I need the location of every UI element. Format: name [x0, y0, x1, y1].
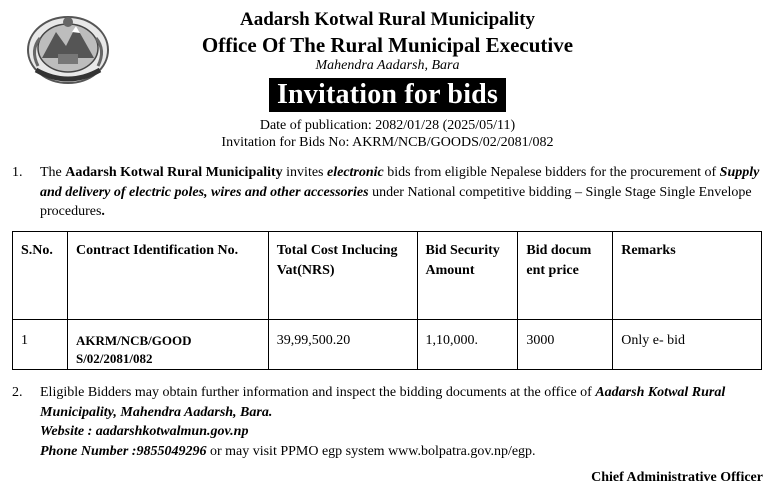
publication-date: Date of publication: 2082/01/28 (2025/05/11): [259, 118, 516, 133]
table-row: [13, 320, 762, 370]
cell-sno: 1: [13, 320, 68, 370]
text: or may visit PPMO egp system www.bolpatra.gov.np/egp.: [206, 443, 536, 459]
text: invites: [282, 165, 328, 180]
header-contract: Contract Identification No.: [67, 232, 268, 320]
header-remarks: Remarks: [613, 232, 762, 320]
text: bids from eligible Nepalese bidders for the procurement of: [383, 165, 720, 180]
item-number: 1.: [12, 165, 23, 180]
header-sno: S.No.: [13, 232, 68, 320]
item-text: [40, 163, 770, 222]
table-header-row: [13, 232, 762, 320]
bids-table: [12, 231, 762, 370]
procurement-scope: Supply and delivery of electric poles, wires and other accessories: [40, 165, 760, 200]
page-title: Invitation for bids: [269, 78, 506, 112]
cell-contract: AKRM/NCB/GOOD S/02/2081/082: [67, 320, 268, 370]
header-document-price: Bid docum ent price: [518, 232, 613, 320]
emphasis: electronic: [327, 165, 384, 180]
item-text: [40, 383, 770, 461]
location: Mahendra Aadarsh, Bara: [315, 58, 460, 73]
cell-bid-security: 1,10,000.: [417, 320, 518, 370]
header-total-cost: Total Cost Inclucing Vat(NRS): [268, 232, 417, 320]
bid-number: Invitation for Bids No: AKRM/NCB/GOODS/02/2081/082: [221, 135, 554, 150]
banner-wrap: [0, 78, 775, 112]
cell-remarks: Only e- bid: [613, 320, 762, 370]
header-bid-security: Bid Security Amount: [417, 232, 518, 320]
website: Website : aadarshkotwalmun.gov.np: [40, 424, 249, 439]
signature-title: Chief Administrative Officer: [591, 470, 763, 485]
municipality-name: Aadarsh Kotwal Rural Municipality: [239, 9, 536, 30]
cell-document-price: 3000: [518, 320, 613, 370]
office-name: Office Of The Rural Municipal Executive: [201, 33, 574, 57]
text: under National competitive bidding – Single Stage Single Envelope procedures: [40, 184, 752, 219]
text: .: [101, 204, 105, 219]
cell-total-cost: 39,99,500.20: [268, 320, 417, 370]
phone-number: Phone Number :9855049296: [40, 443, 207, 459]
text: The: [40, 165, 66, 180]
org-name: Aadarsh Kotwal Rural Municipality: [65, 165, 283, 180]
office-address: Aadarsh Kotwal Rural Municipality, Mahendra Aadarsh, Bara.: [40, 385, 726, 420]
text: Eligible Bidders may obtain further information and inspect the bidding documents at the office of: [40, 385, 596, 400]
item-number: 2.: [12, 385, 23, 400]
